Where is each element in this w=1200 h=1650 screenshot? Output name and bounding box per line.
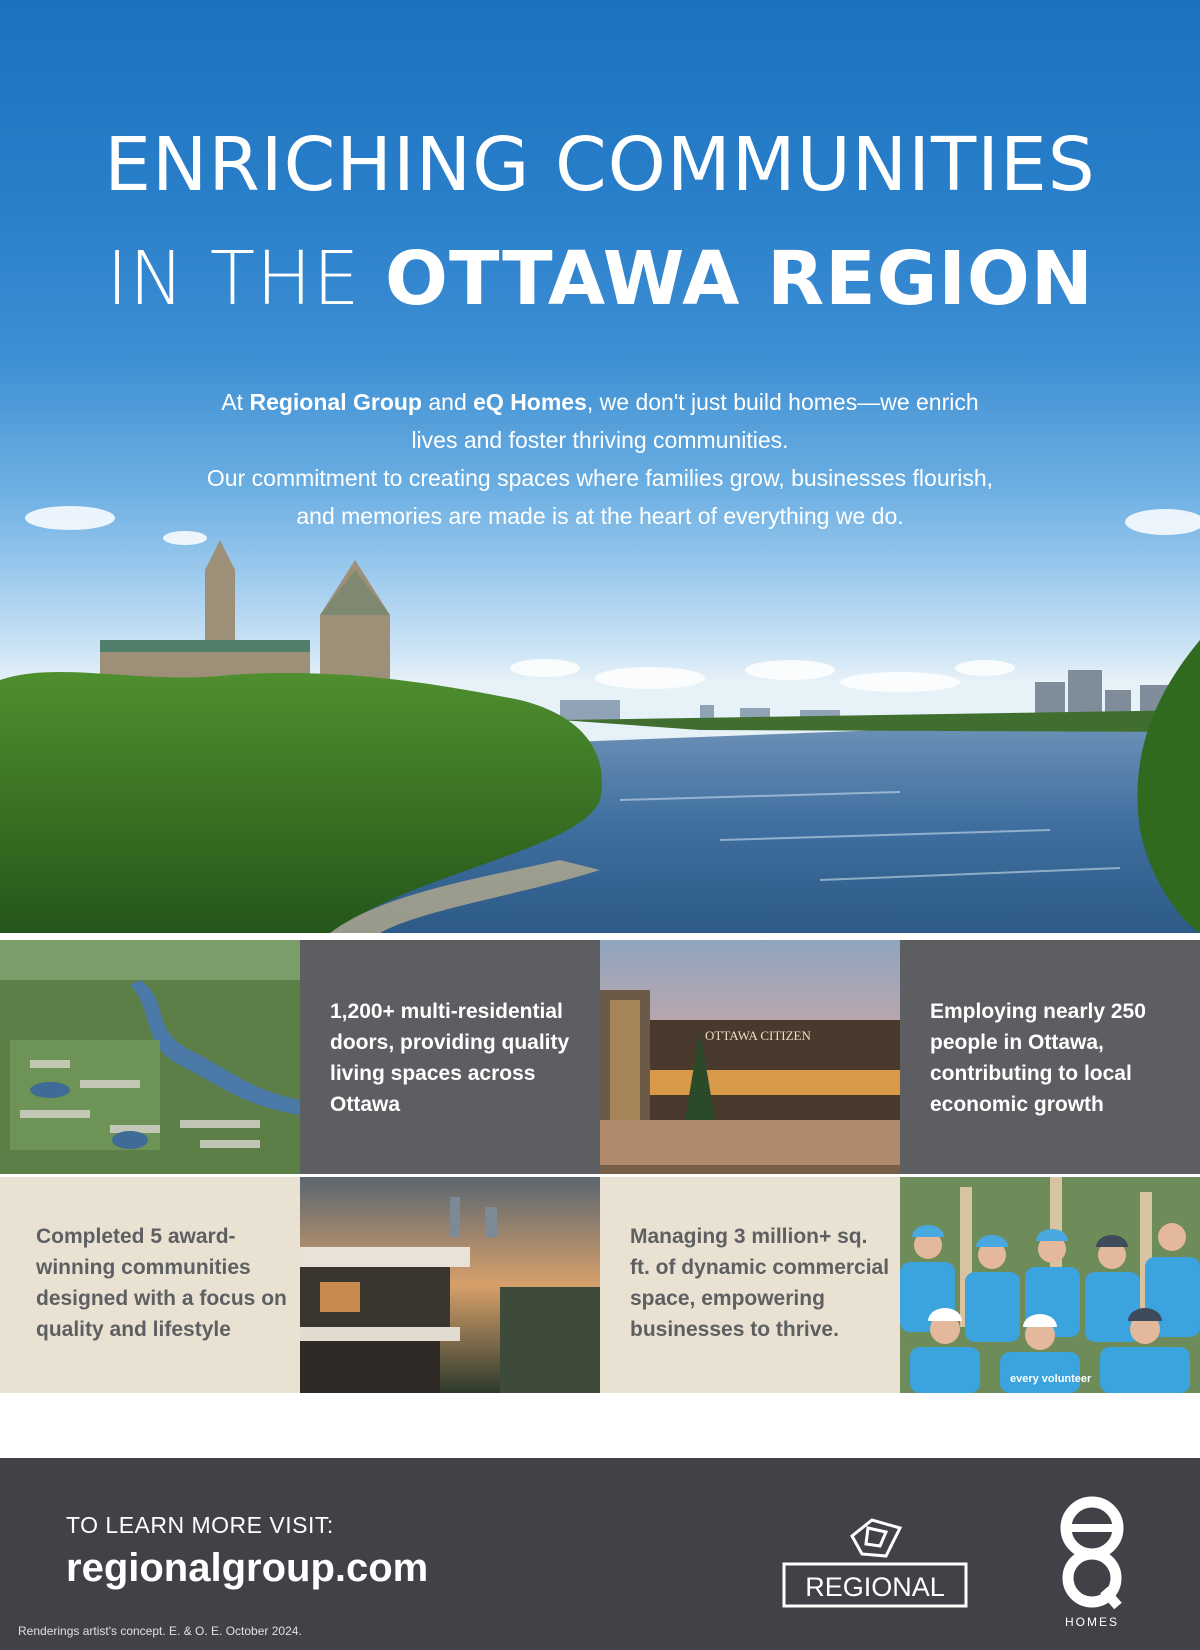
headline-prefix: IN THE: [106, 236, 386, 322]
communities-stat-text: Completed 5 award-winning communities designed with a focus on quality and lifestyle: [36, 1225, 287, 1341]
employing-stat-text: Employing nearly 250 people in Ottawa, contributing to local economic growth: [930, 1000, 1146, 1116]
intro-line-3: Our commitment to creating spaces where families grow, businesses flourish,: [206, 465, 994, 491]
regional-logo-text: REGIONAL: [805, 1572, 945, 1602]
stats-grid: [0, 940, 1200, 1452]
headline-line-1: ENRICHING COMMUNITIES: [104, 122, 1096, 208]
volunteer-shirt-text: every volunteer: [1010, 1373, 1092, 1385]
condo-rendering-photo: [300, 1177, 600, 1393]
doors-stat-text: 1,200+ multi-residential doors, providing quality living spaces across Ottawa: [330, 1000, 570, 1116]
disclaimer-text: Renderings artist's concept. E. & O. E. October 2024.: [18, 1624, 302, 1638]
regionalgroup-link[interactable]: regionalgroup.com: [66, 1546, 429, 1590]
building-sign: OTTAWA CITIZEN: [705, 1028, 811, 1043]
headline-line-2: [0, 222, 1200, 336]
doors-stat-tile: [300, 940, 600, 1174]
headline-region: OTTAWA REGION: [385, 236, 1094, 322]
eq-homes-logo: [1052, 1490, 1132, 1630]
ottawa-citizen-building-photo: [600, 940, 900, 1174]
page-headline: [0, 108, 1200, 336]
footer: [0, 1458, 1200, 1650]
intro-rest: , we don't just build homes—we enrich: [586, 389, 979, 415]
employing-stat-tile: [900, 940, 1200, 1174]
eq-logo-subtitle: HOMES: [1064, 1615, 1120, 1629]
intro-lead: At: [221, 389, 250, 415]
commercial-stat-text: Managing 3 million+ sq. ft. of dynamic commercial space, empowering businesses to thrive.: [630, 1225, 890, 1341]
brand-eq-homes: eQ Homes: [473, 389, 587, 415]
ottawa-river-panorama: [0, 500, 1200, 933]
communities-stat-tile: [0, 1177, 300, 1393]
intro-line-4: and memories are made is at the heart of everything we do.: [296, 503, 904, 529]
intro-line-2: lives and foster thriving communities.: [411, 427, 789, 453]
commercial-stat-tile: [600, 1177, 900, 1393]
intro-and: and: [421, 389, 474, 415]
regional-logo: [782, 1506, 968, 1610]
learn-more-label: TO LEARN MORE VISIT:: [66, 1512, 334, 1538]
intro-line-1: [110, 383, 1090, 421]
brand-regional-group: Regional Group: [249, 389, 422, 415]
volunteers-photo: [900, 1177, 1200, 1393]
aerial-community-photo: [0, 940, 300, 1174]
